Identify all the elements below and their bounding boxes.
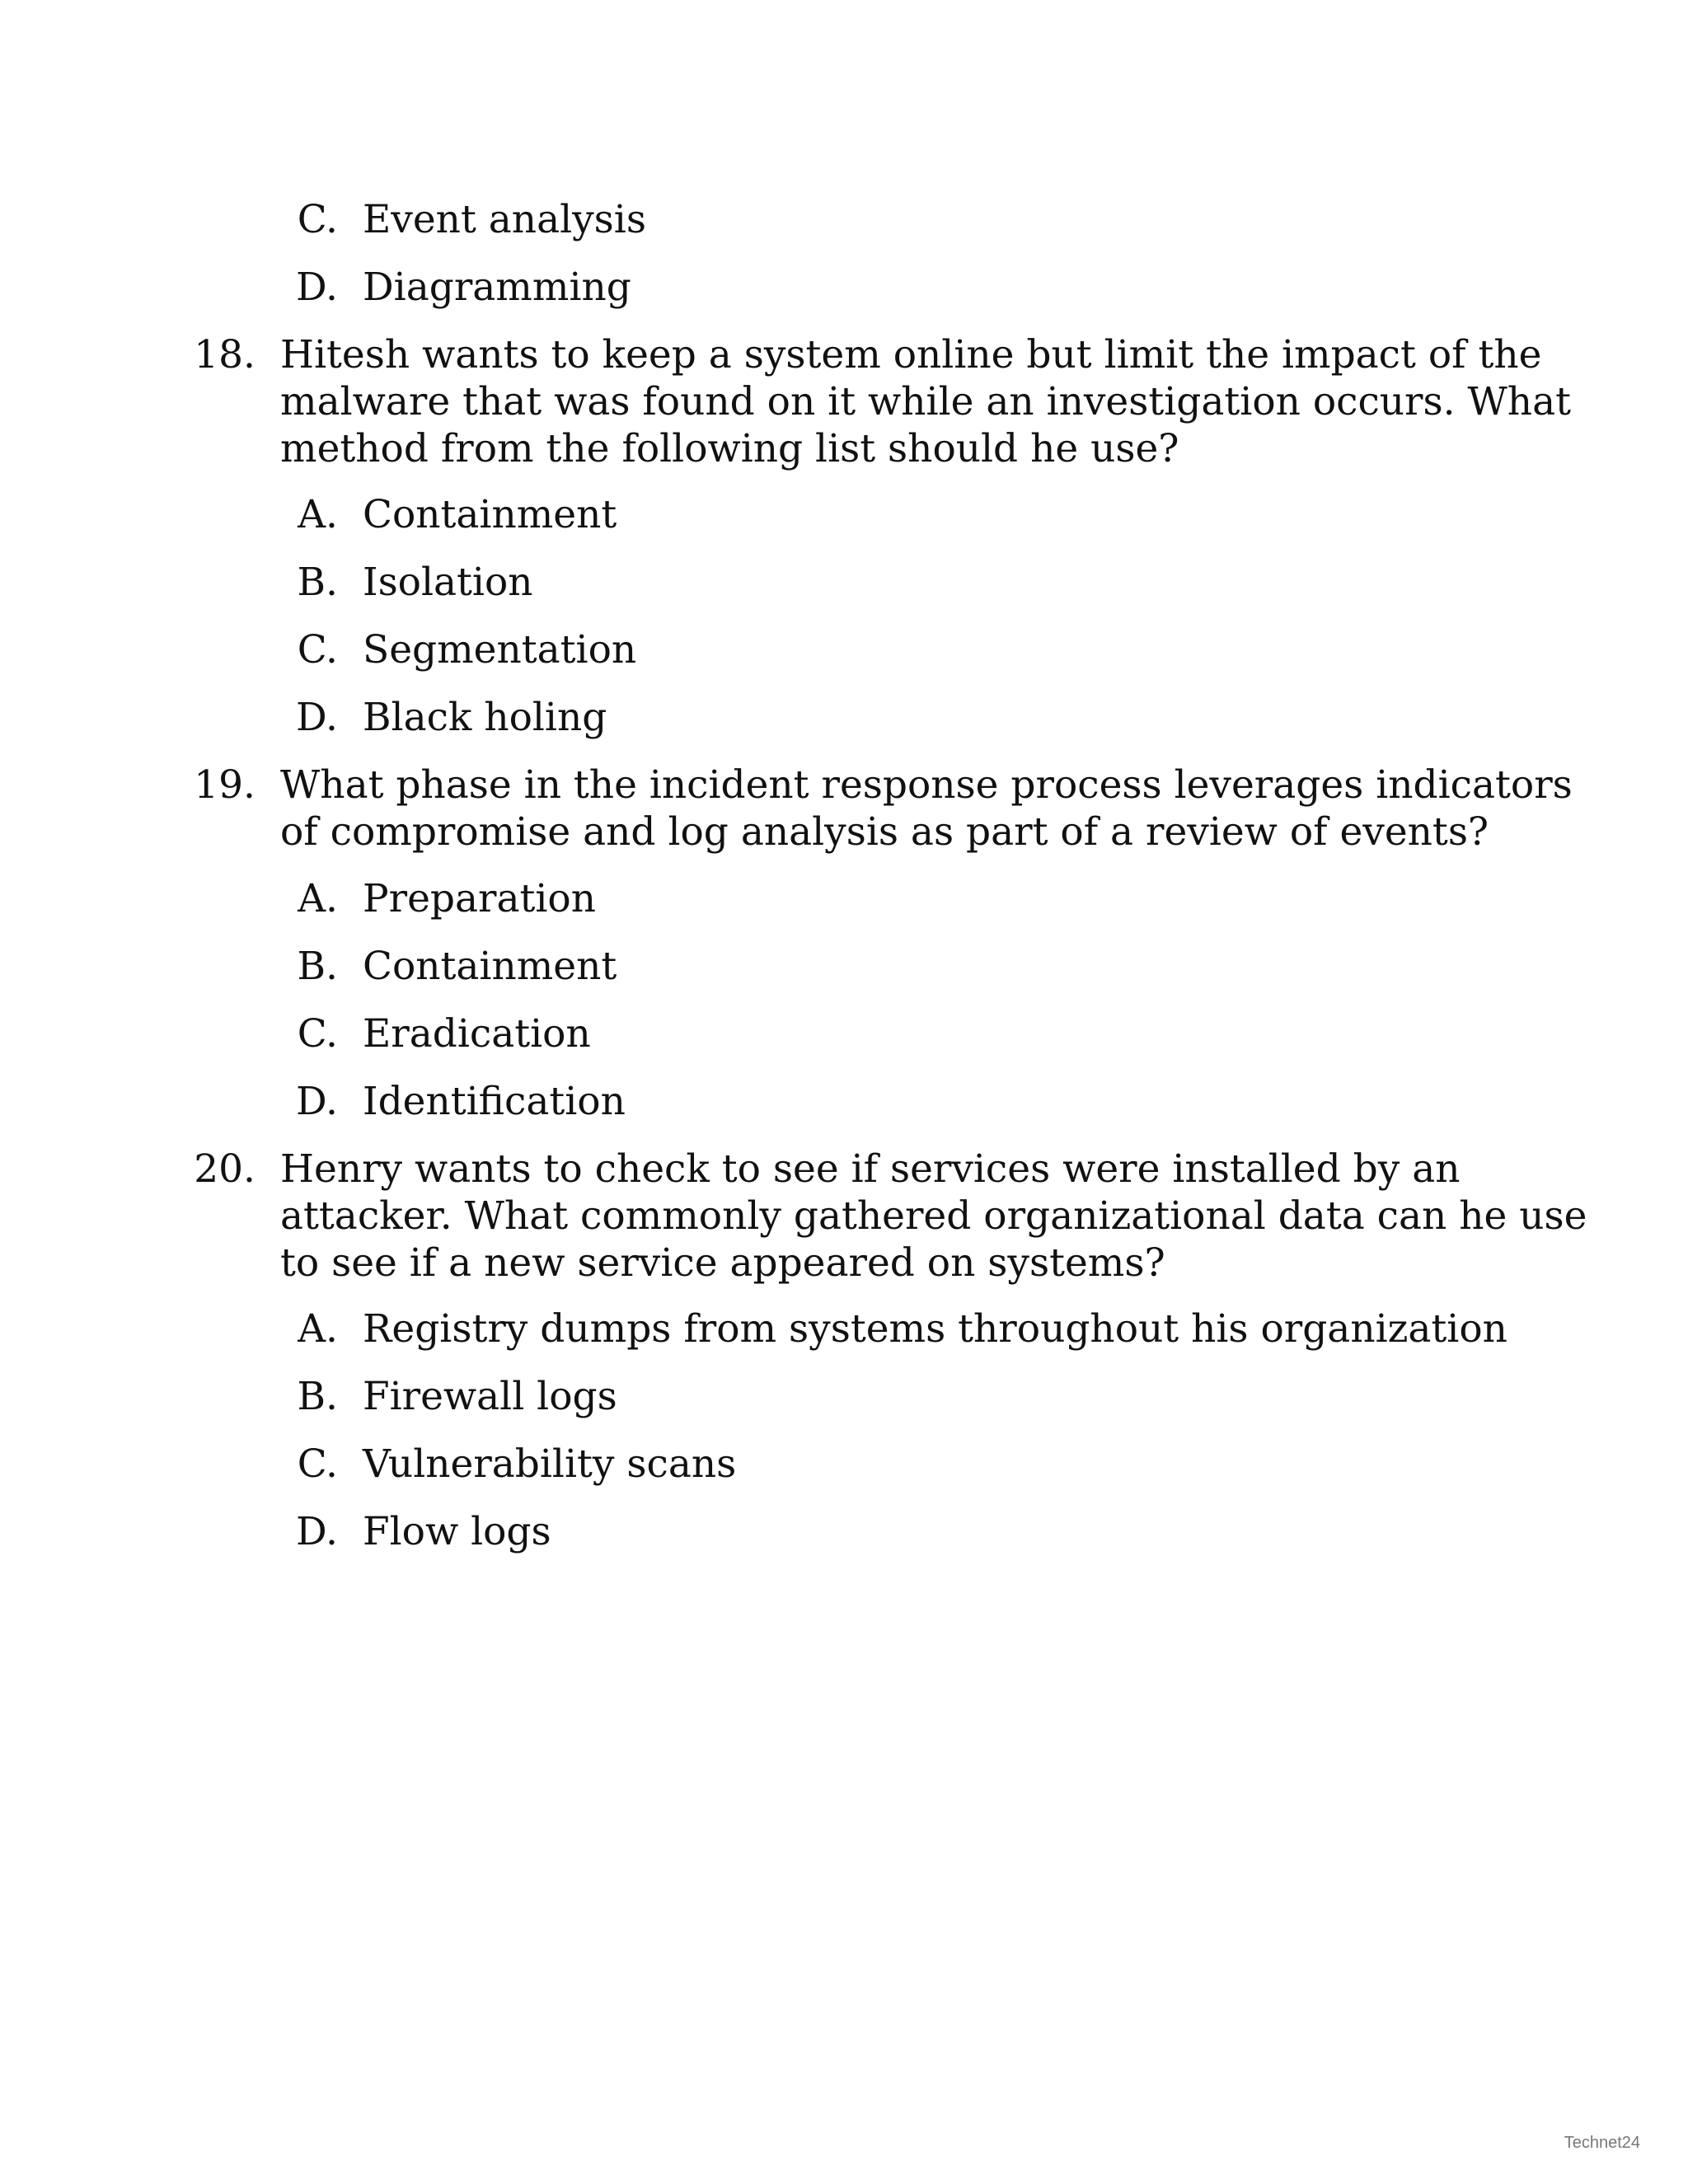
question-number: 20. [194,1146,256,1192]
question-line: Henry wants to check to see if services were installed by an [280,1146,1461,1192]
option-text: Black holing [363,695,607,740]
option-letter: D. [296,695,338,740]
option-letter: D. [296,1509,338,1554]
question-line: method from the following list should he use? [280,426,1179,471]
option-letter: D. [296,1079,338,1124]
question-line: What phase in the incident response process leverages indicators [280,762,1573,808]
option-letter: C. [297,1011,338,1057]
option-text: Preparation [363,876,596,921]
option-text: Identification [363,1079,626,1124]
option-text: Event analysis [363,197,646,242]
option-letter: A. [298,1306,338,1352]
question-line: attacker. What commonly gathered organizational data can he use [280,1193,1587,1239]
option-text: Isolation [363,560,533,605]
question-number: 19. [194,762,256,808]
option-letter: A. [298,492,338,537]
option-text: Containment [363,944,617,989]
question-line: malware that was found on it while an investigation occurs. What [280,379,1571,424]
option-text: Firewall logs [363,1374,617,1419]
question-line: of compromise and log analysis as part of a review of events? [280,809,1489,855]
option-letter: B. [297,560,338,605]
option-text: Segmentation [363,627,637,673]
option-text: Flow logs [363,1509,551,1554]
watermark: Technet24 [1564,2134,1640,2152]
question-text [280,762,1573,855]
option-letter: B. [297,944,338,989]
question-text [280,1146,1587,1286]
option-letter: C. [297,1441,338,1487]
option-text: Eradication [363,1011,591,1057]
option-text: Containment [363,492,617,537]
option-text: Registry dumps from systems throughout his organization [363,1306,1507,1352]
question-line: to see if a new service appeared on systems? [280,1240,1165,1286]
option-letter: A. [298,876,338,921]
option-letter: C. [297,197,338,242]
option-text: Vulnerability scans [363,1441,737,1487]
option-letter: D. [296,265,338,310]
question-number: 18. [194,332,256,377]
option-text: Diagramming [363,265,631,310]
option-letter: B. [297,1374,338,1419]
option-letter: C. [297,627,338,673]
question-text [280,331,1571,472]
question-line: Hitesh wants to keep a system online but limit the impact of the [280,332,1542,377]
